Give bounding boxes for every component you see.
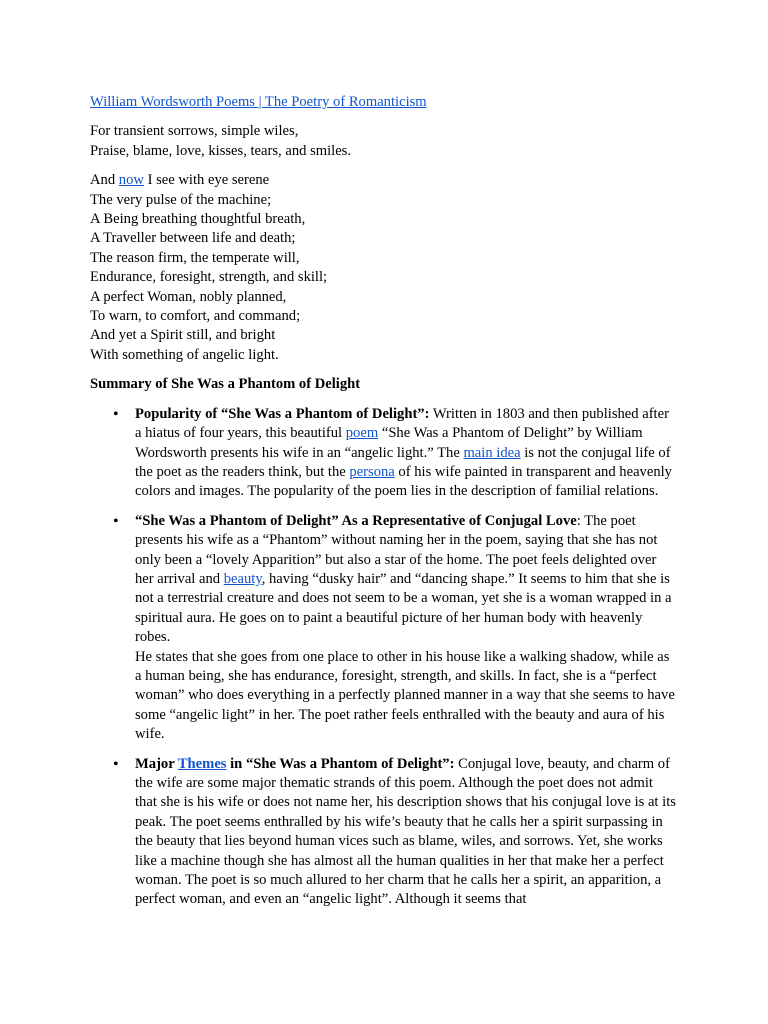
- item-text: is not the conjugal life of the poet as the readers think, but the: [135, 444, 671, 480]
- item-text: : The poet presents his wife as a “Phantom” without naming her in the poem, saying that she has not only been a “lovely Apparition” but also a star of the home. The poet feels delighted over her arrival and: [135, 512, 658, 587]
- summary-heading: Summary of She Was a Phantom of Delight: [90, 376, 361, 393]
- summary-item-conjugal-love: [135, 512, 678, 745]
- stanza-2-line-7: A perfect Woman, nobly planned,: [90, 288, 287, 305]
- document-page: [90, 93, 690, 920]
- line-text: And: [90, 172, 119, 189]
- themes-link[interactable]: Themes: [177, 755, 227, 772]
- item-text: “She Was a Phantom of Delight” by William Wordsworth presents his wife in an “angelic light.” The: [135, 425, 643, 461]
- label-text: in “She Was a Phantom of Delight”:: [226, 755, 455, 772]
- stanza-2-line-6: Endurance, foresight, strength, and skill;: [90, 269, 328, 286]
- item-text: Conjugal love, beauty, and charm of the wife are some major thematic strands of this poem. Although the poet does not admit that she is his wife or does not name her, his description shows that his conjugal love is at its peak. The poet seems enthralled by his wife’s beauty that he calls her a spirit surpassing in the beauty that lies beyond human vices such as blame, wiles, and sorrows. Yet, she works like a machine though she has almost all the human qualities in her that make her a perfect woman. The poet is so much allured to her charm that he calls her a spirit, an apparition, a perfect woman, and even an “angelic light”. Although it seems that: [135, 755, 676, 908]
- stanza-1-line-2: Praise, blame, love, kisses, tears, and smiles.: [90, 142, 352, 159]
- stanza-1: [90, 122, 690, 161]
- stanza-2-line-1: [90, 171, 690, 190]
- stanza-2-line-5: The reason firm, the temperate will,: [90, 249, 300, 266]
- persona-link[interactable]: persona: [349, 463, 395, 480]
- item-label: Popularity of “She Was a Phantom of Delight”:: [135, 405, 430, 422]
- stanza-2-line-4: A Traveller between life and death;: [90, 230, 296, 247]
- item-label: [135, 756, 454, 772]
- summary-item-popularity: [135, 405, 678, 502]
- stanza-2: [90, 171, 690, 365]
- stanza-1-line-1: For transient sorrows, simple wiles,: [90, 123, 299, 140]
- stanza-2-line-3: A Being breathing thoughtful breath,: [90, 211, 306, 228]
- label-text: Major: [135, 755, 178, 772]
- line-text: I see with eye serene: [143, 172, 270, 189]
- item-label: “She Was a Phantom of Delight” As a Representative of Conjugal Love: [135, 512, 577, 529]
- stanza-2-line-8: To warn, to comfort, and command;: [90, 308, 301, 325]
- beauty-link[interactable]: beauty: [223, 570, 262, 587]
- poem-link[interactable]: poem: [345, 425, 379, 442]
- summary-item-themes: [135, 755, 678, 910]
- stanza-2-line-10: With something of angelic light.: [90, 346, 279, 363]
- title-link[interactable]: William Wordsworth Poems | The Poetry of Romanticism: [90, 94, 427, 110]
- stanza-2-line-2: The very pulse of the machine;: [90, 191, 272, 208]
- main-idea-link[interactable]: main idea: [463, 444, 521, 461]
- item-text: of his wife painted in transparent and heavenly colors and images. The popularity of the poem lies in the description of familial relations.: [135, 463, 672, 500]
- stanza-2-line-9: And yet a Spirit still, and bright: [90, 327, 276, 344]
- summary-list: [90, 405, 690, 910]
- item-text: Written in 1803 and then published after a hiatus of four years, this beautiful: [135, 405, 669, 442]
- item-text-paragraph-2: He states that she goes from one place to other in his house like a walking shadow, while as a human being, she has endurance, foresight, strength, and skills. In fact, she is a “perfect woman” who does everything in a perfectly planned manner in a way that she seems to have some “angelic light” in her. The poet rather feels enthralled with the beauty and aura of his wife.: [135, 648, 675, 743]
- now-link[interactable]: now: [118, 172, 144, 189]
- item-text: , having “dusky hair” and “dancing shape.” It seems to him that she is not a terrestrial creature and does not seem to be a woman, yet she is a woman wrapped in a spiritual aura. He goes on to paint a beautiful picture of her human body with heavenly robes.: [135, 570, 672, 646]
